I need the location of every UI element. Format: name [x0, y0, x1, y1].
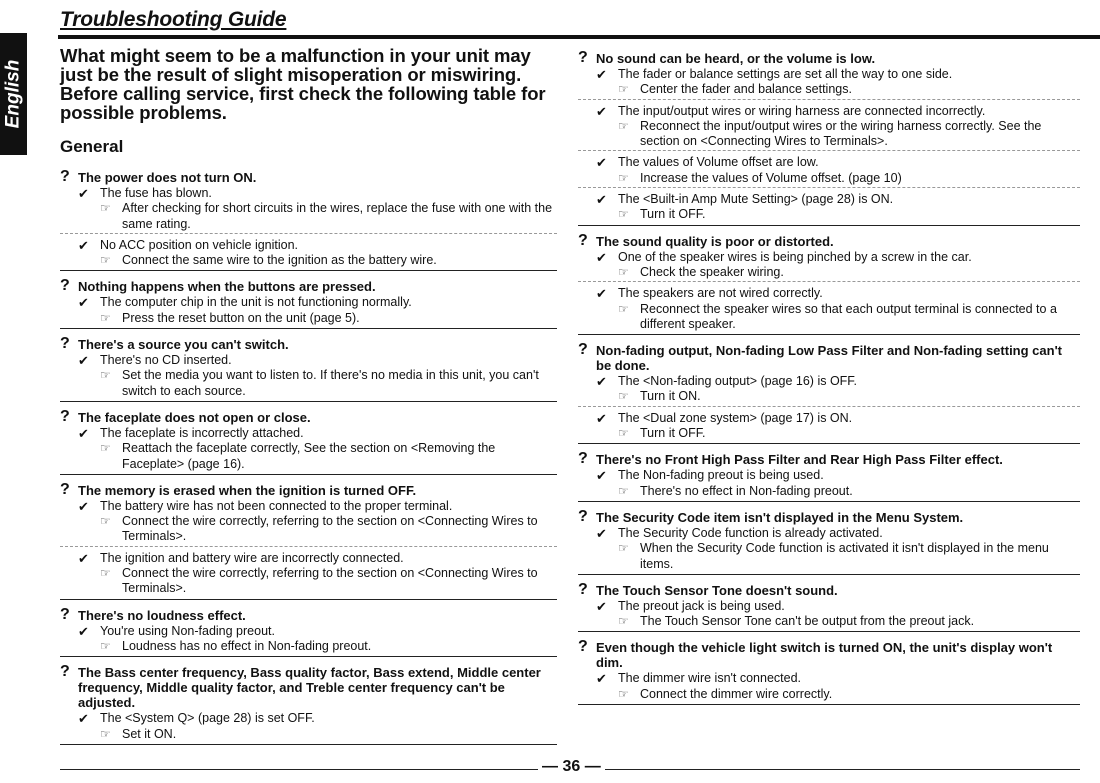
cause-text: The <Built-in Amp Mute Setting> (page 28) is ON.: [618, 192, 894, 207]
pointing-hand-icon: ☞: [100, 310, 111, 325]
cause-text: The <Dual zone system> (page 17) is ON.: [618, 410, 853, 425]
cause-item: [578, 526, 1080, 573]
trouble-section: [60, 605, 557, 658]
question-mark-icon: ?: [60, 277, 70, 295]
remedy-text: Press the reset button on the unit (page 5).: [122, 310, 360, 325]
language-tab: [0, 33, 27, 155]
check-icon: ✔: [78, 425, 89, 441]
remedy-text: Connect the wire correctly, referring to the section on <Connecting Wires to Terminals>.: [122, 514, 538, 544]
remedy-line: [578, 207, 1080, 222]
problem-question: [60, 170, 557, 185]
trouble-section: [578, 580, 1080, 633]
cause-line: [60, 238, 557, 253]
cause-text: The input/output wires or wiring harness are connected incorrectly.: [618, 103, 986, 118]
cause-item: [60, 426, 557, 473]
pointing-hand-icon: ☞: [618, 264, 629, 279]
pointing-hand-icon: ☞: [100, 514, 111, 529]
cause-text: The <System Q> (page 28) is set OFF.: [100, 711, 315, 726]
cause-text: One of the speaker wires is being pinched by a screw in the car.: [618, 249, 972, 264]
cause-line: [60, 624, 557, 639]
remedy-line: [578, 426, 1080, 441]
cause-item: [578, 671, 1080, 703]
cause-text: The faceplate is incorrectly attached.: [100, 425, 304, 440]
pointing-hand-icon: ☞: [618, 207, 629, 222]
cause-line: [578, 104, 1080, 119]
remedy-text: Turn it ON.: [640, 389, 701, 404]
cause-line: [60, 353, 557, 368]
remedy-line: [60, 639, 557, 654]
problem-question: [60, 665, 557, 710]
cause-line: [578, 67, 1080, 82]
cause-item: [578, 192, 1080, 224]
remedy-text: Reattach the faceplate correctly, See the section on <Removing the Faceplate> (page 16).: [122, 441, 496, 471]
cause-text: The preout jack is being used.: [618, 598, 785, 613]
cause-item: [578, 250, 1080, 283]
question-mark-icon: ?: [60, 605, 70, 623]
trouble-section: [578, 231, 1080, 335]
cause-line: [60, 711, 557, 726]
remedy-line: [578, 541, 1080, 572]
problem-question: [578, 343, 1080, 373]
cause-line: [60, 295, 557, 310]
remedy-text: Set it ON.: [122, 726, 177, 741]
problem-question: [60, 480, 557, 498]
question-text: The Security Code item isn't displayed in the Menu System.: [596, 509, 964, 525]
cause-item: [60, 295, 557, 327]
cause-line: [578, 411, 1080, 426]
remedy-line: [60, 727, 557, 742]
check-icon: ✔: [78, 237, 89, 253]
check-icon: ✔: [596, 103, 607, 119]
remedy-text: Set the media you want to listen to. If there's no media in this unit, you can't switch to each source.: [122, 368, 539, 398]
check-icon: ✔: [78, 353, 89, 369]
intro-text: What might seem to be a malfunction in your unit may just be the result of slight misoperation or miswiring. Before calling service, first check the following table for possible problems.: [60, 45, 546, 123]
cause-line: [60, 186, 557, 201]
check-icon: ✔: [596, 192, 607, 208]
check-icon: ✔: [596, 525, 607, 541]
cause-line: [578, 671, 1080, 686]
trouble-section: [578, 452, 1080, 502]
trouble-section: [578, 51, 1080, 226]
check-icon: ✔: [596, 67, 607, 82]
cause-line: [578, 250, 1080, 265]
trouble-section: [578, 343, 1080, 444]
check-icon: ✔: [78, 623, 89, 639]
check-icon: ✔: [78, 186, 89, 201]
page-title: Troubleshooting Guide: [60, 8, 287, 31]
question-mark-icon: ?: [578, 49, 588, 66]
check-icon: ✔: [596, 410, 607, 426]
remedy-text: Reconnect the input/output wires or the wiring harness correctly. See the section on <Connecting Wires to Terminals>.: [640, 118, 1042, 149]
question-text: No sound can be heard, or the volume is low.: [596, 51, 876, 66]
question-text: There's no loudness effect.: [78, 607, 246, 623]
question-mark-icon: ?: [578, 638, 588, 656]
cause-text: The fader or balance settings are set all the way to one side.: [618, 67, 953, 81]
cause-line: [578, 526, 1080, 541]
cause-line: [578, 374, 1080, 389]
question-mark-icon: ?: [60, 168, 70, 185]
remedy-text: Center the fader and balance settings.: [640, 82, 852, 97]
remedy-text: Connect the wire correctly, referring to the section on <Connecting Wires to Terminals>.: [122, 566, 538, 596]
remedy-line: [578, 614, 1080, 629]
cause-text: The battery wire has not been connected to the proper terminal.: [100, 498, 453, 513]
pointing-hand-icon: ☞: [618, 389, 629, 404]
cause-item: [578, 411, 1080, 443]
pointing-hand-icon: ☞: [618, 541, 629, 556]
cause-item: [578, 286, 1080, 333]
question-mark-icon: ?: [578, 341, 588, 359]
question-text: The Bass center frequency, Bass quality factor, Bass extend, Middle center frequency, Middle quality factor, and Treble center frequency can't be adjusted.: [78, 665, 541, 711]
check-icon: ✔: [596, 249, 607, 265]
cause-item: [60, 499, 557, 547]
question-text: The Touch Sensor Tone doesn't sound.: [596, 582, 838, 598]
trouble-section: [60, 407, 557, 475]
pointing-hand-icon: ☞: [100, 201, 111, 216]
problem-question: [578, 452, 1080, 467]
check-icon: ✔: [78, 711, 89, 727]
remedy-text: Turn it OFF.: [640, 426, 706, 441]
cause-text: The Non-fading preout is being used.: [618, 468, 824, 483]
remedy-text: Reconnect the speaker wires so that each output terminal is connected to a different speaker.: [640, 301, 1057, 331]
problem-question: [578, 231, 1080, 249]
cause-line: [60, 426, 557, 441]
page-number: — 36 —: [538, 758, 605, 776]
remedy-line: [578, 484, 1080, 499]
question-text: There's no Front High Pass Filter and Rear High Pass Filter effect.: [596, 452, 1003, 468]
cause-text: The ignition and battery wire are incorrectly connected.: [100, 550, 404, 565]
remedy-text: Connect the dimmer wire correctly.: [640, 686, 833, 701]
remedy-line: [578, 687, 1080, 702]
trouble-section: [60, 170, 557, 271]
pointing-hand-icon: ☞: [100, 726, 111, 741]
remedy-text: Connect the same wire to the ignition as the battery wire.: [122, 253, 437, 268]
cause-text: The dimmer wire isn't connected.: [618, 671, 802, 686]
pointing-hand-icon: ☞: [100, 368, 111, 383]
cause-line: [60, 499, 557, 514]
cause-text: The values of Volume offset are low.: [618, 155, 819, 170]
pointing-hand-icon: ☞: [100, 638, 111, 653]
pointing-hand-icon: ☞: [618, 686, 629, 701]
remedy-line: [578, 171, 1080, 186]
check-icon: ✔: [596, 155, 607, 171]
cause-item: [60, 551, 557, 598]
remedy-text: When the Security Code function is activated it isn't displayed in the menu items.: [640, 541, 1049, 571]
cause-text: No ACC position on vehicle ignition.: [100, 237, 299, 252]
problem-question: [578, 51, 1080, 66]
cause-text: The <Non-fading output> (page 16) is OFF.: [618, 374, 858, 389]
left-column: [60, 170, 557, 753]
check-icon: ✔: [596, 598, 607, 614]
check-icon: ✔: [78, 295, 89, 311]
footer: [60, 758, 1080, 775]
cause-text: The computer chip in the unit is not functioning normally.: [100, 295, 412, 310]
trouble-section: [578, 507, 1080, 575]
cause-item: [578, 468, 1080, 500]
cause-item: [60, 624, 557, 656]
cause-item: [578, 599, 1080, 631]
question-mark-icon: ?: [578, 231, 588, 249]
language-label: English: [2, 59, 24, 129]
cause-item: [60, 238, 557, 270]
cause-item: [578, 155, 1080, 188]
cause-line: [578, 468, 1080, 483]
question-text: Nothing happens when the buttons are pressed.: [78, 279, 376, 295]
cause-text: The Security Code function is already activated.: [618, 525, 883, 540]
pointing-hand-icon: ☞: [618, 301, 629, 316]
cause-line: [578, 286, 1080, 301]
title-rule: [58, 35, 1100, 39]
cause-line: [578, 192, 1080, 207]
check-icon: ✔: [596, 671, 607, 687]
problem-question: [578, 507, 1080, 525]
question-text: Even though the vehicle light switch is turned ON, the unit's display won't dim.: [596, 640, 1053, 671]
question-mark-icon: ?: [60, 335, 70, 353]
remedy-text: Loudness has no effect in Non-fading preout.: [122, 638, 372, 653]
remedy-line: [578, 389, 1080, 404]
check-icon: ✔: [596, 468, 607, 484]
trouble-section: [60, 665, 557, 745]
problem-question: [60, 337, 557, 352]
cause-line: [578, 155, 1080, 170]
cause-text: There's no CD inserted.: [100, 353, 232, 368]
question-text: The faceplate does not open or close.: [78, 409, 311, 425]
question-text: The memory is erased when the ignition is turned OFF.: [78, 482, 417, 498]
pointing-hand-icon: ☞: [618, 118, 629, 133]
question-mark-icon: ?: [60, 480, 70, 498]
pointing-hand-icon: ☞: [100, 253, 111, 268]
pointing-hand-icon: ☞: [100, 441, 111, 456]
check-icon: ✔: [78, 498, 89, 514]
remedy-line: [60, 514, 557, 545]
pointing-hand-icon: ☞: [100, 566, 111, 581]
remedy-text: Increase the values of Volume offset. (page 10): [640, 170, 902, 185]
check-icon: ✔: [596, 374, 607, 390]
right-column: [578, 51, 1080, 713]
remedy-line: [60, 201, 557, 232]
pointing-hand-icon: ☞: [618, 483, 629, 498]
question-mark-icon: ?: [60, 407, 70, 425]
trouble-section: [578, 640, 1080, 705]
cause-line: [60, 551, 557, 566]
remedy-line: [578, 302, 1080, 333]
remedy-line: [578, 82, 1080, 97]
remedy-text: Check the speaker wiring.: [640, 264, 784, 279]
question-text: The sound quality is poor or distorted.: [596, 233, 834, 249]
trouble-section: [60, 279, 557, 329]
cause-item: [60, 186, 557, 234]
remedy-line: [60, 311, 557, 326]
cause-item: [578, 374, 1080, 407]
question-mark-icon: ?: [60, 663, 70, 681]
cause-text: The fuse has blown.: [100, 186, 212, 200]
cause-item: [578, 67, 1080, 100]
remedy-text: There's no effect in Non-fading preout.: [640, 483, 853, 498]
remedy-text: After checking for short circuits in the wires, replace the fuse with one with the same rating.: [122, 201, 553, 231]
cause-item: [60, 353, 557, 400]
remedy-line: [60, 253, 557, 268]
question-mark-icon: ?: [578, 450, 588, 468]
question-mark-icon: ?: [578, 580, 588, 598]
trouble-section: [60, 337, 557, 402]
problem-question: [60, 279, 557, 294]
problem-question: [60, 605, 557, 623]
cause-item: [60, 711, 557, 743]
question-text: Non-fading output, Non-fading Low Pass Filter and Non-fading setting can't be done.: [596, 343, 1063, 374]
remedy-line: [60, 368, 557, 399]
problem-question: [60, 407, 557, 425]
remedy-line: [578, 119, 1080, 150]
pointing-hand-icon: ☞: [618, 82, 629, 97]
pointing-hand-icon: ☞: [618, 426, 629, 441]
remedy-line: [60, 441, 557, 472]
check-icon: ✔: [596, 286, 607, 302]
remedy-text: Turn it OFF.: [640, 207, 706, 222]
problem-question: [578, 580, 1080, 598]
pointing-hand-icon: ☞: [618, 614, 629, 629]
remedy-line: [578, 265, 1080, 280]
question-text: There's a source you can't switch.: [78, 337, 289, 353]
pointing-hand-icon: ☞: [618, 170, 629, 185]
remedy-text: The Touch Sensor Tone can't be output from the preout jack.: [640, 614, 975, 629]
cause-line: [578, 599, 1080, 614]
cause-item: [578, 104, 1080, 152]
cause-text: You're using Non-fading preout.: [100, 623, 275, 638]
problem-question: [578, 640, 1080, 670]
trouble-section: [60, 480, 557, 600]
cause-text: The speakers are not wired correctly.: [618, 286, 823, 301]
question-text: The power does not turn ON.: [78, 170, 257, 185]
question-mark-icon: ?: [578, 507, 588, 525]
section-heading: General: [60, 137, 124, 156]
check-icon: ✔: [78, 550, 89, 566]
remedy-line: [60, 566, 557, 597]
